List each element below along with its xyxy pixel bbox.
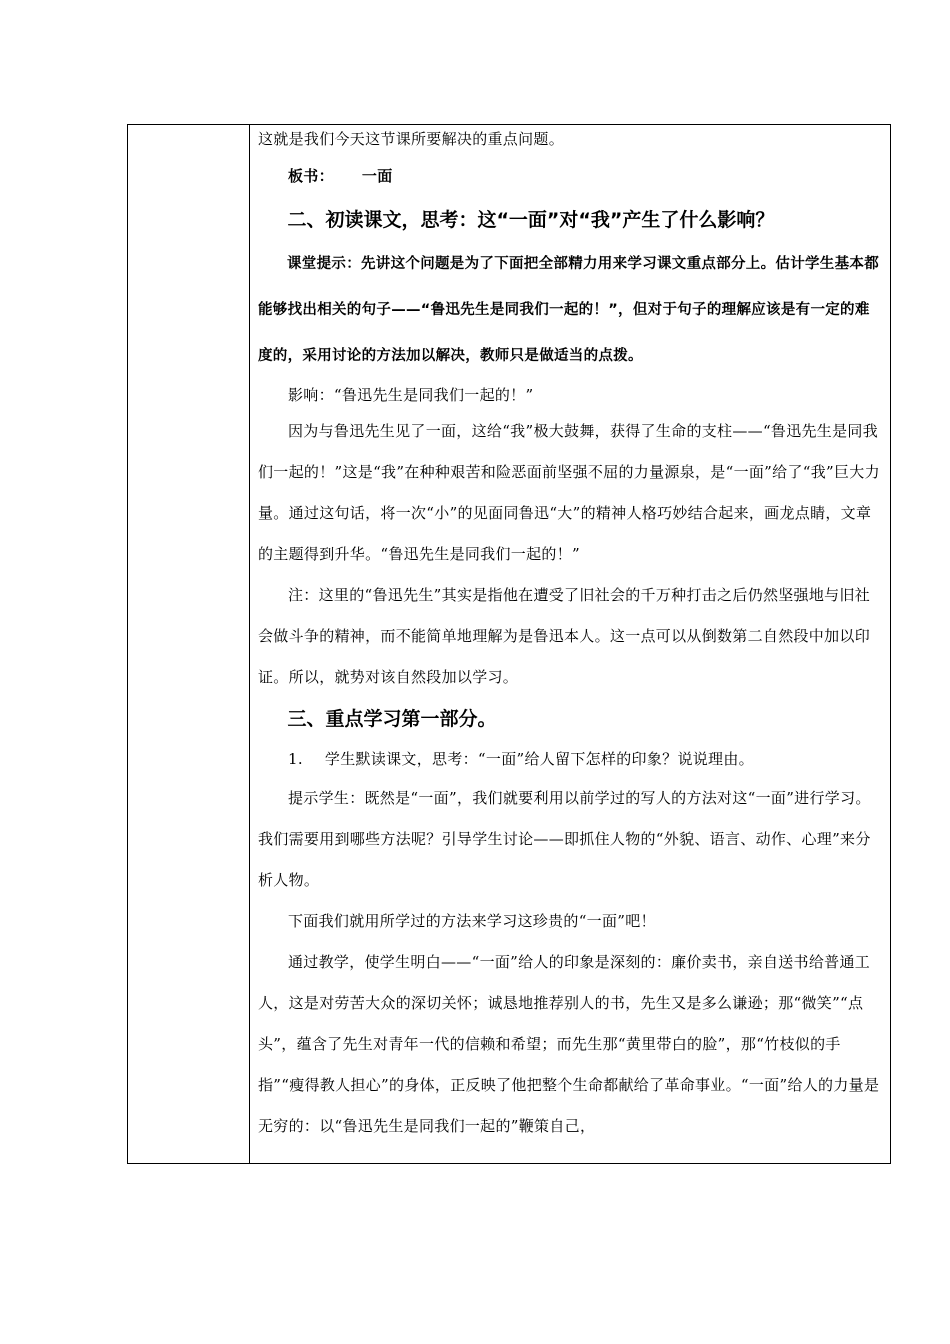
- note-paragraph: 注：这里的“鲁迅先生”其实是指他在遭受了旧社会的千万种打击之后仍然坚强地与旧社会做斗争的精神，而不能简单地理解为是鲁迅本人。这一点可以从倒数第二自然段中加以印证。所以，就势对该自然段加以学习。: [258, 586, 871, 686]
- next-paragraph: 下面我们就用所学过的方法来学习这珍贵的“一面”吧！: [288, 912, 656, 930]
- content-cell: [250, 125, 890, 1163]
- section-heading-2: 二、初读课文，思考：这“一面”对“我”产生了什么影响？: [287, 209, 775, 231]
- intro-paragraph: 这就是我们今天这节课所要解决的重点问题。: [258, 130, 565, 148]
- classroom-tip: 课堂提示：先讲这个问题是为了下面把全部精力用来学习课文重点部分上。估计学生基本都能够找出相关的句子——“鲁迅先生是同我们一起的！”，但对于句子的理解应该是有一定的难度的，采用讨论的方法加以解决，教师只是做适当的点拨。: [258, 256, 879, 364]
- reason-paragraph: 因为与鲁迅先生见了一面，这给“我”极大鼓舞，获得了生命的支柱——“鲁迅先生是同我们一起的！”这是“我”在种种艰苦和险恶面前坚强不屈的力量源泉，是“一面”给了“我”巨大力量。通过这句话，将一次“小”的见面同鲁迅“大”的精神人格巧妙结合起来，画龙点睛，文章的主题得到升华。“鲁迅先生是同我们一起的！”: [258, 422, 880, 563]
- board-label: 板书：: [288, 167, 334, 185]
- list-item-number: 1.: [288, 750, 303, 768]
- teaching-paragraph: 通过教学，使学生明白——“一面”给人的印象是深刻的：廉价卖书，亲自送书给普通工人，这是对劳苦大众的深切关怀；诚恳地推荐别人的书，先生又是多么谦逊；那“微笑”“点头”，蕴含了先生对青年一代的信赖和希望；而先生那“黄里带白的脸”，那“竹枝似的手指”“瘦得教人担心”的身体，正反映了他把整个生命都献给了革命事业。“一面”给人的力量是无穷的：以“鲁迅先生是同我们一起的”鞭策自己，: [258, 953, 880, 1135]
- lesson-table: [127, 124, 891, 1164]
- board-writing: [258, 153, 882, 199]
- influence-paragraph: 影响：“鲁迅先生是同我们一起的！”: [288, 386, 534, 404]
- section-heading-3: 三、重点学习第一部分。: [287, 708, 497, 730]
- left-column-cell: [128, 125, 250, 1163]
- hint-paragraph: 提示学生：既然是“一面”，我们就要利用以前学过的写人的方法对这“一面”进行学习。我们需要用到哪些方法呢？引导学生讨论——即抓住人物的“外貌、语言、动作、心理”来分析人物。: [258, 789, 871, 889]
- list-item-text: 学生默读课文，思考：“一面”给人留下怎样的印象？说说理由。: [324, 750, 754, 768]
- board-value: 一面: [361, 167, 393, 185]
- list-item-1: [258, 740, 882, 778]
